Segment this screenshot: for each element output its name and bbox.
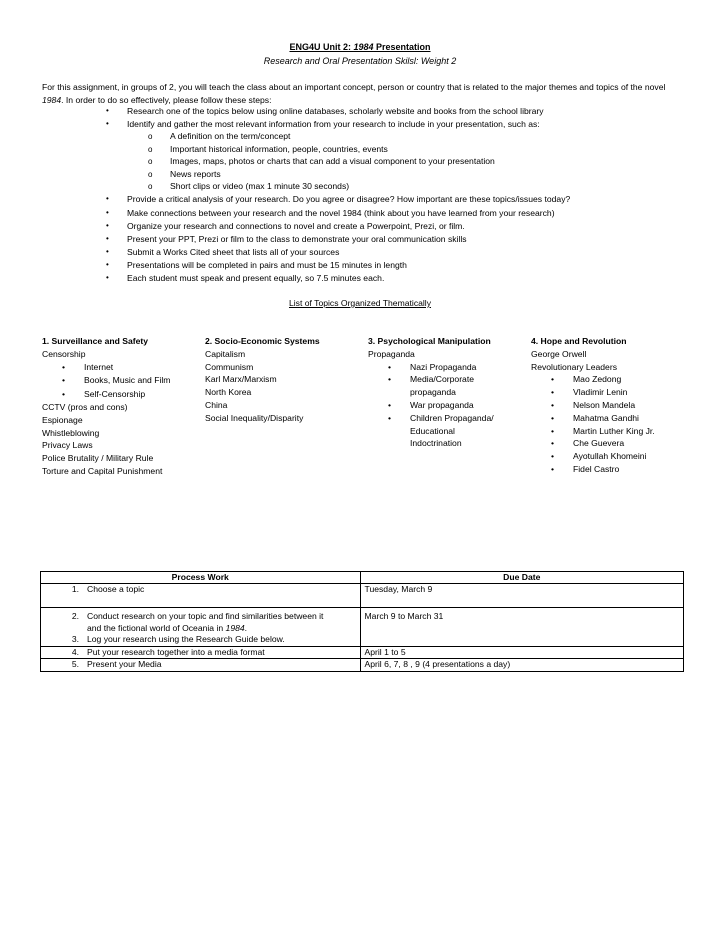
task-cell: 4. Put your research together into a media format: [41, 646, 361, 659]
topic-item: Police Brutality / Military Rule: [42, 453, 154, 464]
topic-item: Communism: [205, 361, 254, 372]
table-row: [41, 659, 684, 672]
bullet-icon: •: [551, 463, 555, 474]
topic-bullet-item: • Mahatma Gandhi: [551, 412, 639, 423]
bullet-icon: •: [388, 374, 392, 385]
bullet-icon: •: [106, 119, 109, 128]
bullet-icon: •: [106, 208, 109, 217]
column-header-due: Due Date: [360, 572, 683, 584]
topic-item: North Korea: [205, 387, 252, 398]
title-novel: 1984: [353, 42, 374, 52]
topic-bullet-continuation: Indoctrination: [410, 438, 462, 449]
topic-item: Torture and Capital Punishment: [42, 466, 163, 477]
substep-item: Short clips or video (max 1 minute 30 seconds): [170, 181, 350, 191]
topic-bullet-item: • Mao Zedong: [551, 374, 622, 385]
title-suffix: Presentation: [373, 42, 431, 52]
bullet-icon: •: [551, 412, 555, 423]
column-heading: 1. Surveillance and Safety: [42, 336, 149, 346]
circle-bullet-icon: o: [148, 182, 153, 191]
bullet-icon: •: [106, 260, 109, 269]
task-cell: 5. Present your Media: [41, 659, 361, 672]
circle-bullet-icon: o: [148, 170, 153, 179]
topic-bullet-continuation: propaganda: [410, 387, 456, 398]
task-cell: 2. Conduct research on your topic and find similarities between it and the fictional world of Oceania in 1984. 3. Log your research using the Research Guide below.: [41, 608, 361, 647]
bullet-icon: •: [551, 425, 555, 436]
table-row: [41, 608, 684, 647]
table-row: [41, 584, 684, 608]
intro-text-a: For this assignment, in groups of 2, you will teach the class about an important concept, person or country that is related to the major themes and topics of the novel: [42, 82, 666, 92]
topic-column-psychological: [368, 335, 494, 450]
column-header-process: Process Work: [41, 572, 361, 584]
bullet-icon: •: [551, 387, 555, 398]
intro-paragraph: [42, 81, 682, 106]
topic-item: Censorship: [42, 348, 86, 359]
step-item: Provide a critical analysis of your research. Do you agree or disagree? How important are these topics/issues today?: [127, 194, 571, 204]
bullet-icon: •: [62, 361, 66, 372]
bullet-icon: •: [551, 438, 555, 449]
due-cell: April 6, 7, 8 , 9 (4 presentations a day): [360, 659, 683, 672]
column-heading: 3. Psychological Manipulation: [368, 336, 491, 346]
topic-column-surveillance: [42, 335, 170, 478]
substep-item: A definition on the term/concept: [170, 131, 291, 141]
topic-bullet-item: • Martin Luther King Jr.: [551, 425, 655, 436]
step-item: Presentations will be completed in pairs and must be 15 minutes in length: [127, 260, 407, 270]
topics-heading: List of Topics Organized Thematically: [288, 298, 432, 308]
step-item: Make connections between your research and the novel 1984 (think about you have learned from your research): [127, 208, 555, 218]
topic-item: Social Inequality/Disparity: [205, 412, 304, 423]
process-work-table: [40, 571, 684, 672]
circle-bullet-icon: o: [148, 157, 153, 166]
topic-bullet-item: • Nazi Propaganda: [388, 361, 477, 372]
bullet-icon: •: [551, 451, 555, 462]
topic-item: China: [205, 399, 228, 410]
bullet-icon: •: [106, 247, 109, 256]
topic-column-socio-economic: [205, 335, 320, 425]
substep-item: News reports: [170, 169, 221, 179]
circle-bullet-icon: o: [148, 132, 153, 141]
bullet-icon: •: [62, 375, 66, 386]
topic-item: Espionage: [42, 414, 83, 425]
topic-item: Propaganda: [368, 348, 415, 359]
due-cell: Tuesday, March 9: [360, 584, 683, 608]
bullet-icon: •: [62, 388, 66, 399]
bullet-icon: •: [388, 412, 392, 423]
topic-item: Karl Marx/Marxism: [205, 374, 277, 385]
bullet-icon: •: [106, 106, 109, 115]
table-row: [41, 646, 684, 659]
table-header-row: [41, 572, 684, 584]
intro-text-b: . In order to do so effectively, please follow these steps:: [61, 94, 272, 105]
bullet-icon: •: [551, 374, 555, 385]
step-item: Each student must speak and present equally, so 7.5 minutes each.: [127, 273, 385, 283]
due-cell: April 1 to 5: [360, 646, 683, 659]
due-cell: March 9 to March 31: [360, 608, 683, 647]
title-prefix: ENG4U Unit 2:: [289, 42, 354, 52]
document-title: [0, 42, 720, 52]
bullet-icon: •: [106, 194, 109, 203]
topic-bullet-item: • Nelson Mandela: [551, 399, 636, 410]
topic-bullet-item: • Media/Corporate: [388, 374, 475, 385]
task-cell: 1. Choose a topic: [41, 584, 361, 608]
topic-bullet-item: • Fidel Castro: [551, 463, 620, 474]
topic-column-hope-revolution: [531, 335, 655, 476]
document-subtitle: Research and Oral Presentation Skilsl: Weight 2: [263, 56, 457, 66]
topic-bullet-item: • Children Propaganda/: [388, 412, 494, 423]
column-heading: 4. Hope and Revolution: [531, 336, 627, 346]
bullet-icon: •: [106, 273, 109, 282]
topic-item: Capitalism: [205, 348, 246, 359]
topic-item: Privacy Laws: [42, 440, 93, 451]
step-item: Research one of the topics below using online databases, scholarly website and books from the school library: [127, 106, 544, 116]
step-item: Submit a Works Cited sheet that lists all of your sources: [127, 247, 340, 257]
topic-item: Revolutionary Leaders: [531, 361, 617, 372]
substep-item: Images, maps, photos or charts that can add a visual component to your presentation: [170, 156, 495, 166]
intro-novel: 1984: [42, 94, 62, 105]
topic-bullet-item: • Vladimir Lenin: [551, 387, 628, 398]
topic-item: CCTV (pros and cons): [42, 402, 128, 413]
topic-bullet-continuation: Educational: [410, 425, 455, 436]
bullet-icon: •: [388, 399, 392, 410]
circle-bullet-icon: o: [148, 145, 153, 154]
topic-bullet-item: • Che Guevera: [551, 438, 625, 449]
topic-bullet-item: • Self-Censorship: [42, 388, 170, 402]
step-item: Present your PPT, Prezi or film to the class to demonstrate your oral communication skills: [127, 234, 467, 244]
topic-bullet-item: • War propaganda: [388, 399, 474, 410]
bullet-icon: •: [388, 361, 392, 372]
column-heading: 2. Socio-Economic Systems: [205, 336, 320, 346]
bullet-icon: •: [106, 234, 109, 243]
substep-item: Important historical information, people, countries, events: [170, 144, 388, 154]
topic-item: George Orwell: [531, 348, 587, 359]
step-item: Identify and gather the most relevant information from your research to include in your presentation, such as:: [127, 119, 540, 129]
topic-bullet-item: • Books, Music and Film: [42, 374, 170, 388]
bullet-icon: •: [551, 399, 555, 410]
topic-bullet-item: • Internet: [42, 361, 170, 375]
topic-item: Whistleblowing: [42, 427, 100, 438]
step-item: Organize your research and connections to novel and create a Powerpoint, Prezi, or film.: [127, 221, 465, 231]
topic-bullet-item: • Ayotullah Khomeini: [551, 451, 647, 462]
bullet-icon: •: [106, 221, 109, 230]
